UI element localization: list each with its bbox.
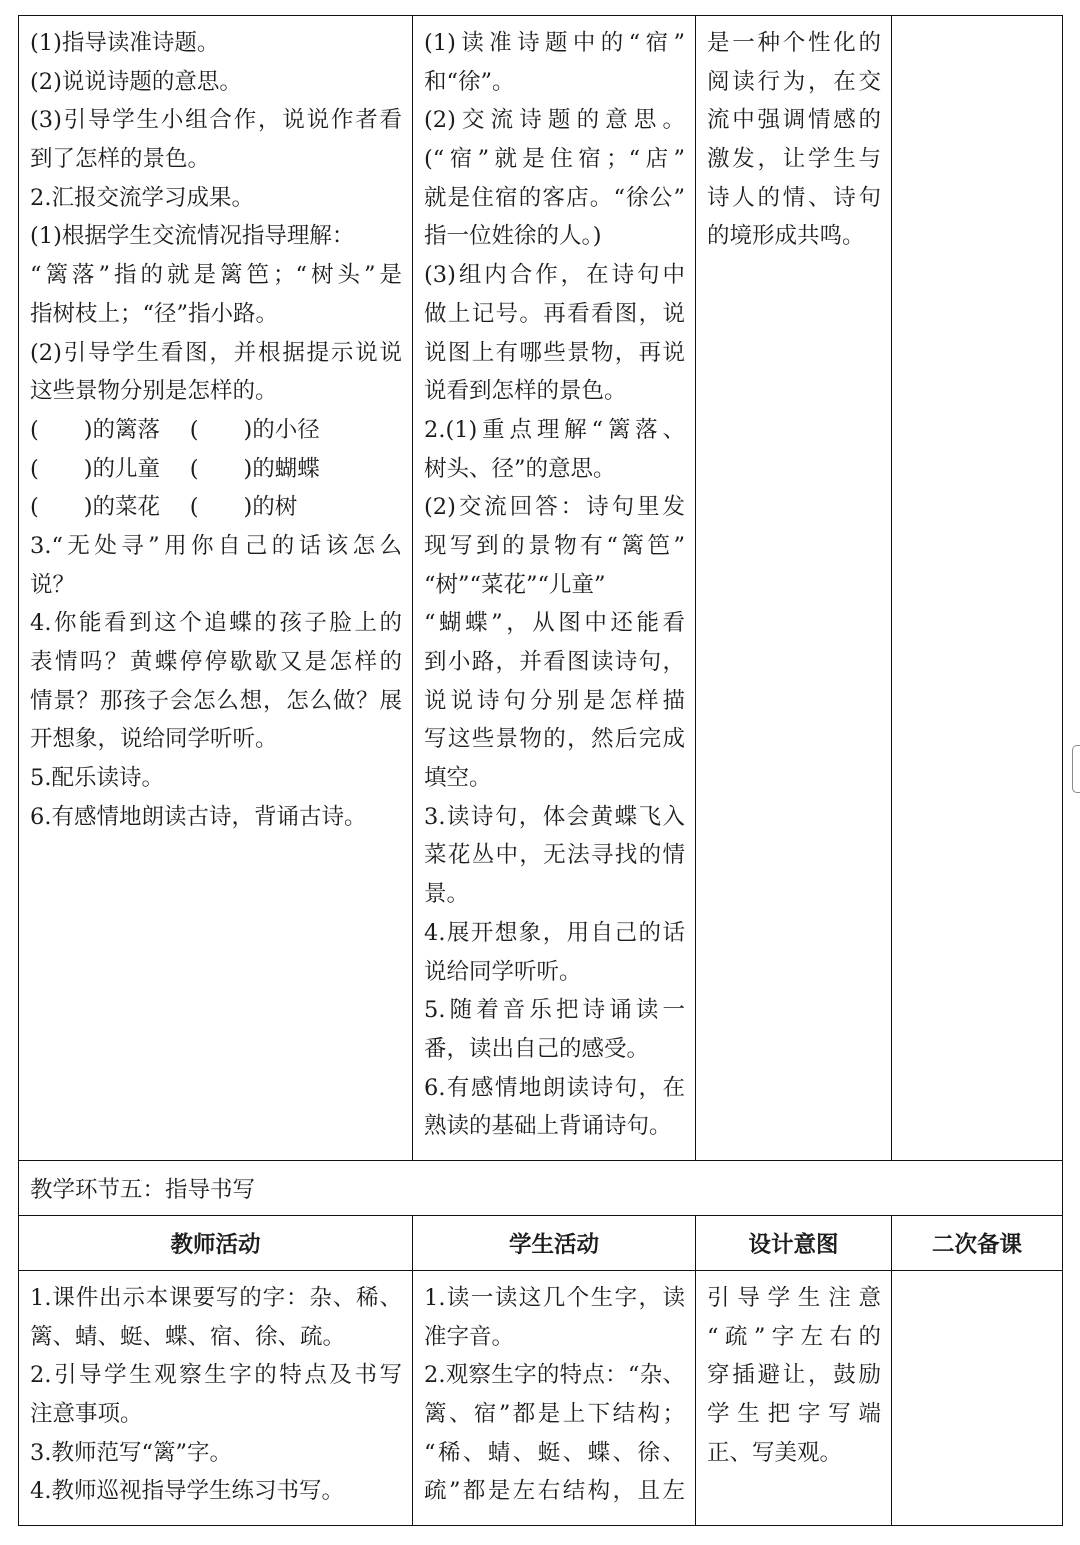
text-line: 2.观察生字的特点：“杂、 (424, 1362, 685, 1389)
paragraph (30, 334, 402, 411)
text-line: 情景？那孩子会怎么想，怎么做？展 (30, 687, 402, 714)
text-line: 开想象，说给同学听听。 (30, 726, 278, 753)
text-line: 篱、蜻、蜓、蝶、宿、徐、疏。 (30, 1323, 346, 1350)
paragraph (707, 24, 881, 256)
text-line: 流中强调情感的 (707, 107, 881, 134)
paragraph (424, 101, 685, 256)
text-line: 穿插避让，鼓励 (707, 1362, 881, 1389)
paragraph (424, 411, 685, 488)
text-line: 1.课件出示本课要写的字：杂、稀、 (30, 1285, 402, 1311)
text-line: 正、写美观。 (707, 1439, 843, 1466)
text-line: 番，读出自己的感受。 (424, 1035, 650, 1062)
teacher-activity-text (30, 1279, 402, 1525)
text-line: 4.教师巡视指导学生练习书写。 (30, 1478, 344, 1505)
paragraph (424, 24, 685, 101)
text-line: (1)指导读准诗题。 (30, 30, 220, 56)
paragraph (30, 604, 402, 759)
text-line: 这些景物分别是怎样的。 (30, 378, 278, 405)
paragraph (30, 179, 402, 218)
paragraph (30, 1434, 402, 1473)
text-line: (1)根据学生交流情况指导理解： (30, 223, 355, 250)
header-design-intent: 设计意图 (748, 1232, 839, 1258)
text-line: 准字音。 (424, 1323, 515, 1350)
paragraph (30, 1279, 402, 1356)
text-line: 5.随着音乐把诗诵读一 (424, 997, 685, 1024)
text-line: 2.汇报交流学习成果。 (30, 184, 254, 211)
text-line: 填空。 (424, 765, 492, 792)
text-line: 疏”都是左右结构，且左 (424, 1478, 685, 1505)
paragraph (30, 24, 402, 63)
text-line: “稀、蜻、蜓、蝶、徐、 (424, 1439, 685, 1466)
text-line: “树”“菜花”“儿童” (424, 571, 606, 598)
text-line: 3.“无处寻”用你自己的话该怎么 (30, 532, 402, 559)
text-line: (“宿”就是住宿；“店” (424, 146, 685, 173)
design-intent-text (707, 1279, 881, 1525)
design-intent-cell (695, 1270, 892, 1526)
text-line: 阅读行为，在交 (707, 68, 881, 95)
text-line: 篱、宿”都是上下结构； (424, 1401, 685, 1428)
text-line: 4.你能看到这个追蝶的孩子脸上的 (30, 610, 402, 637)
paragraph (424, 604, 685, 797)
text-line: (1)读准诗题中的“宿” (424, 30, 685, 56)
text-line: ( )的菜花 ( )的树 (30, 494, 298, 521)
text-line: 写这些景物的，然后完成 (424, 726, 685, 753)
text-line: (3)组内合作，在诗句中 (424, 262, 685, 289)
text-line: 激发，让学生与 (707, 146, 881, 173)
teacher-activity-text (30, 24, 402, 1160)
student-activity-cell (412, 1270, 696, 1526)
header-student-activity-cell (412, 1215, 696, 1271)
text-line: 是一种个性化的 (707, 30, 881, 56)
student-activity-text (424, 24, 685, 1160)
paragraph (30, 101, 402, 178)
paragraph (30, 217, 402, 256)
header-teacher-activity: 教师活动 (170, 1232, 261, 1258)
student-activity-text (424, 1279, 685, 1525)
text-line: ( )的儿童 ( )的蝴蝶 (30, 455, 320, 482)
text-line: 到小路，并看图读诗句， (424, 649, 685, 675)
paragraph (424, 1279, 685, 1356)
paragraph (30, 1356, 402, 1433)
paragraph (30, 527, 402, 604)
scroll-handle[interactable] (1072, 745, 1080, 793)
second-prep-cell (891, 1270, 1063, 1526)
text-line: 说看到怎样的景色。 (424, 378, 627, 405)
text-line: (3)引导学生小组合作，说说作者看 (30, 107, 402, 134)
paragraph (30, 256, 402, 333)
text-line: 注意事项。 (30, 1401, 143, 1428)
text-line: 说图上有哪些景物，再说 (424, 339, 685, 366)
text-line: 5.配乐读诗。 (30, 765, 164, 792)
paragraph (30, 63, 402, 102)
text-line: 和“徐”。 (424, 68, 515, 95)
text-line: ( )的篱落 ( )的小径 (30, 416, 320, 443)
header-second-prep-cell (891, 1215, 1063, 1271)
text-line: 说说诗句分别是怎样描 (424, 687, 685, 714)
paragraph (30, 759, 402, 798)
student-activity-cell (412, 15, 696, 1161)
teacher-activity-cell (18, 15, 413, 1161)
paragraph (30, 1472, 402, 1511)
text-line: 3.读诗句，体会黄蝶飞入 (424, 803, 685, 830)
text-line: 2.引导学生观察生字的特点及书写 (30, 1362, 402, 1389)
text-line: 做上记号。再看看图，说 (424, 300, 685, 327)
text-line: “蝴蝶”，从图中还能看 (424, 610, 685, 637)
design-intent-cell (695, 15, 892, 1161)
text-line: 的境形成共鸣。 (707, 223, 865, 250)
text-line: 熟读的基础上背诵诗句。 (424, 1113, 672, 1140)
text-line: 2.(1)重点理解“篱落、 (424, 416, 685, 443)
text-line: 现写到的景物有“篱笆” (424, 532, 685, 559)
paragraph (30, 488, 402, 527)
paragraph (424, 991, 685, 1068)
teacher-activity-cell (18, 1270, 413, 1526)
text-line: 6.有感情地朗读诗句，在 (424, 1074, 685, 1101)
paragraph (30, 411, 402, 450)
second-prep-cell (891, 15, 1063, 1161)
text-line: 指树枝上；“径”指小路。 (30, 300, 279, 327)
text-line: 到了怎样的景色。 (30, 146, 211, 173)
text-line: 表情吗？黄蝶停停歇歇又是怎样的 (30, 649, 402, 675)
paragraph (707, 1279, 881, 1472)
header-second-prep: 二次备课 (931, 1232, 1022, 1258)
design-intent-text (707, 24, 881, 1160)
header-design-intent-cell (695, 1215, 892, 1271)
header-teacher-activity-cell (18, 1215, 413, 1271)
paragraph (424, 798, 685, 914)
paragraph (30, 798, 402, 837)
paragraph (424, 488, 685, 604)
paragraph (30, 450, 402, 489)
paragraph (424, 1356, 685, 1511)
text-line: 菜花丛中，无法寻找的情 (424, 842, 685, 869)
text-line: 学生把字写端 (707, 1401, 881, 1428)
text-line: 指一位姓徐的人。) (424, 223, 602, 250)
paragraph (424, 914, 685, 991)
text-line: “疏”字左右的 (707, 1323, 881, 1350)
paragraph (424, 1069, 685, 1146)
text-line: 3.教师范写“篱”字。 (30, 1439, 232, 1466)
text-line: 4.展开想象，用自己的话 (424, 919, 685, 946)
paragraph (424, 256, 685, 411)
section-title-row (18, 1160, 1063, 1216)
text-line: 6.有感情地朗读古诗，背诵古诗。 (30, 803, 367, 830)
text-line: “篱落”指的就是篱笆；“树头”是 (30, 262, 402, 289)
text-line: 诗人的情、诗句 (707, 184, 881, 211)
text-line: 说？ (30, 571, 76, 598)
section-title: 教学环节五：指导书写 (30, 1177, 256, 1203)
text-line: 树头、径”的意思。 (424, 455, 616, 482)
text-line: (2)说说诗题的意思。 (30, 68, 242, 95)
text-line: (2)交流回答：诗句里发 (424, 494, 685, 521)
text-line: 景。 (424, 881, 470, 908)
text-line: 引导学生注意 (707, 1285, 881, 1311)
text-line: 说给同学听听。 (424, 958, 582, 985)
header-student-activity: 学生活动 (508, 1232, 599, 1258)
text-line: 就是住宿的客店。“徐公” (424, 184, 685, 211)
text-line: (2)交流诗题的意思。 (424, 107, 685, 134)
text-line: 1.读一读这几个生字，读 (424, 1285, 685, 1311)
text-line: (2)引导学生看图，并根据提示说说 (30, 339, 402, 366)
